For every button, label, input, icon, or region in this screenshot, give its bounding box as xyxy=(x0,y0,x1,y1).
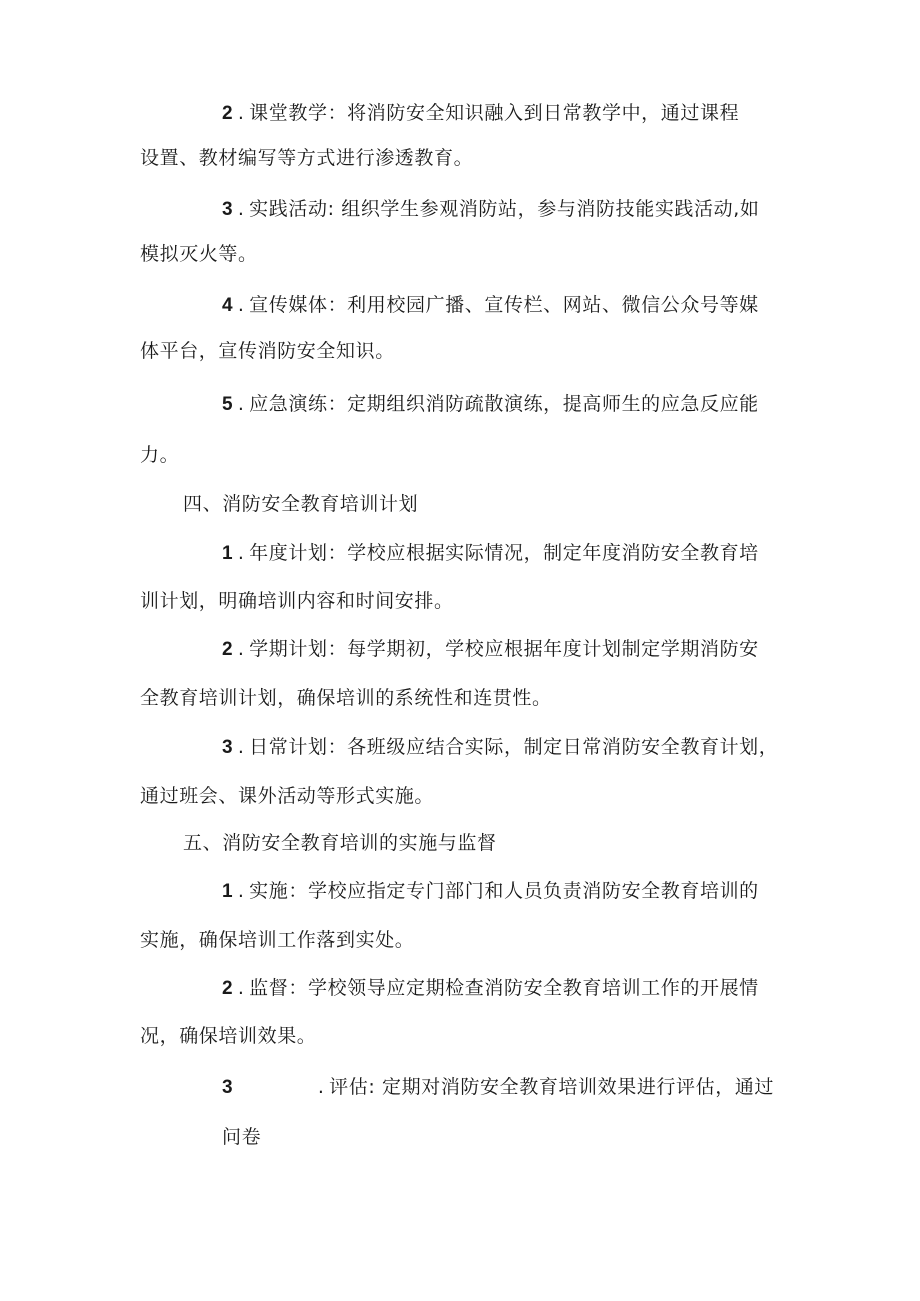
para-5-text: ：定期组织消防疏散演练，提高师生的应急反应能 xyxy=(327,393,759,415)
para-2-title: 课堂教学 xyxy=(249,102,328,124)
s4-item-2-title: 学期计划 xyxy=(249,638,328,660)
s4-item-1-number: 1 xyxy=(222,543,234,564)
s4-item-1-text: ：学校应根据实际情况，制定年度消防安全教育培 xyxy=(327,542,759,564)
para-3-title: 实践活动 xyxy=(249,198,328,220)
para-4-line-1: 4 . 宣传媒体：利用校园广播、宣传栏、网站、微信公众号等媒 xyxy=(222,294,759,316)
s4-item-2-line-1: 2 . 学期计划：每学期初，学校应根据年度计划制定学期消防安 xyxy=(222,638,759,660)
s4-item-2-number: 2 xyxy=(222,639,234,660)
para-5-title: 应急演练 xyxy=(249,393,328,415)
para-2-line-2: 设置、教材编写等方式进行渗透教育。 xyxy=(140,147,474,169)
para-3-number: 3 xyxy=(222,199,234,220)
s5-item-3-title: 评估 xyxy=(329,1076,369,1098)
s4-item-1-line-1: 1 . 年度计划：学校应根据实际情况，制定年度消防安全教育培 xyxy=(222,542,759,564)
s5-item-1-number: 1 xyxy=(222,881,234,902)
section-4-heading: 四、消防安全教育培训计划 xyxy=(183,493,419,515)
para-4-text: ：利用校园广播、宣传栏、网站、微信公众号等媒 xyxy=(327,294,759,316)
para-2-text: ：将消防安全知识融入到日常教学中，通过课程 xyxy=(327,102,740,124)
para-3-text: : 组织学生参观消防站，参与消防技能实践活动,如 xyxy=(327,198,760,220)
para-3-line-2: 模拟灭火等。 xyxy=(140,243,258,265)
s5-item-2-title: 监督 xyxy=(249,977,289,999)
para-5-line-2: 力。 xyxy=(140,444,180,466)
para-4-number: 4 xyxy=(222,295,234,316)
s4-item-3-title: 日常计划 xyxy=(249,736,328,758)
s5-item-1-title: 实施 xyxy=(249,880,289,902)
para-2-number: 2 xyxy=(222,103,234,124)
s4-item-2-line-2: 全教育培训计划，确保培训的系统性和连贯性。 xyxy=(140,687,552,709)
para-5-number: 5 xyxy=(222,394,234,415)
s4-item-2-text: ：每学期初，学校应根据年度计划制定学期消防安 xyxy=(327,638,759,660)
s4-item-1-title: 年度计划 xyxy=(249,542,328,564)
s5-item-3-line-1: 3 . 评估: 定期对消防安全教育培训效果进行评估，通过 xyxy=(222,1076,775,1098)
section-5-heading: 五、消防安全教育培训的实施与监督 xyxy=(183,832,497,854)
s4-item-1-line-2: 训计划，明确培训内容和时间安排。 xyxy=(140,590,454,612)
para-3-line-1: 3 . 实践活动: 组织学生参观消防站，参与消防技能实践活动,如 xyxy=(222,198,760,220)
s5-item-2-number: 2 xyxy=(222,978,234,999)
s5-item-2-text: ：学校领导应定期检查消防安全教育培训工作的开展情 xyxy=(288,977,759,999)
para-5-line-1: 5 . 应急演练：定期组织消防疏散演练，提高师生的应急反应能 xyxy=(222,393,759,415)
s4-item-3-line-1: 3 . 日常计划：各班级应结合实际，制定日常消防安全教育计划， xyxy=(222,736,779,758)
s5-item-3-text: : 定期对消防安全教育培训效果进行评估，通过 xyxy=(368,1076,775,1098)
para-2-line-1: 2 . 课堂教学：将消防安全知识融入到日常教学中，通过课程 xyxy=(222,102,740,124)
s5-item-1-text: ：学校应指定专门部门和人员负责消防安全教育培训的 xyxy=(288,880,759,902)
s5-item-1-line-2: 实施，确保培训工作落到实处。 xyxy=(140,929,415,951)
s5-item-3-number: 3 xyxy=(222,1077,234,1098)
para-4-title: 宣传媒体 xyxy=(249,294,328,316)
s5-item-2-line-2: 况，确保培训效果。 xyxy=(140,1025,317,1047)
s4-item-3-line-2: 通过班会、课外活动等形式实施。 xyxy=(140,785,435,807)
s5-item-3-line-2: 问卷 xyxy=(222,1126,262,1148)
s4-item-3-number: 3 xyxy=(222,737,234,758)
s5-item-2-line-1: 2 . 监督：学校领导应定期检查消防安全教育培训工作的开展情 xyxy=(222,977,759,999)
s4-item-3-text: ：各班级应结合实际，制定日常消防安全教育计划， xyxy=(327,736,779,758)
para-4-line-2: 体平台，宣传消防安全知识。 xyxy=(140,340,395,362)
s5-item-1-line-1: 1 . 实施：学校应指定专门部门和人员负责消防安全教育培训的 xyxy=(222,880,759,902)
